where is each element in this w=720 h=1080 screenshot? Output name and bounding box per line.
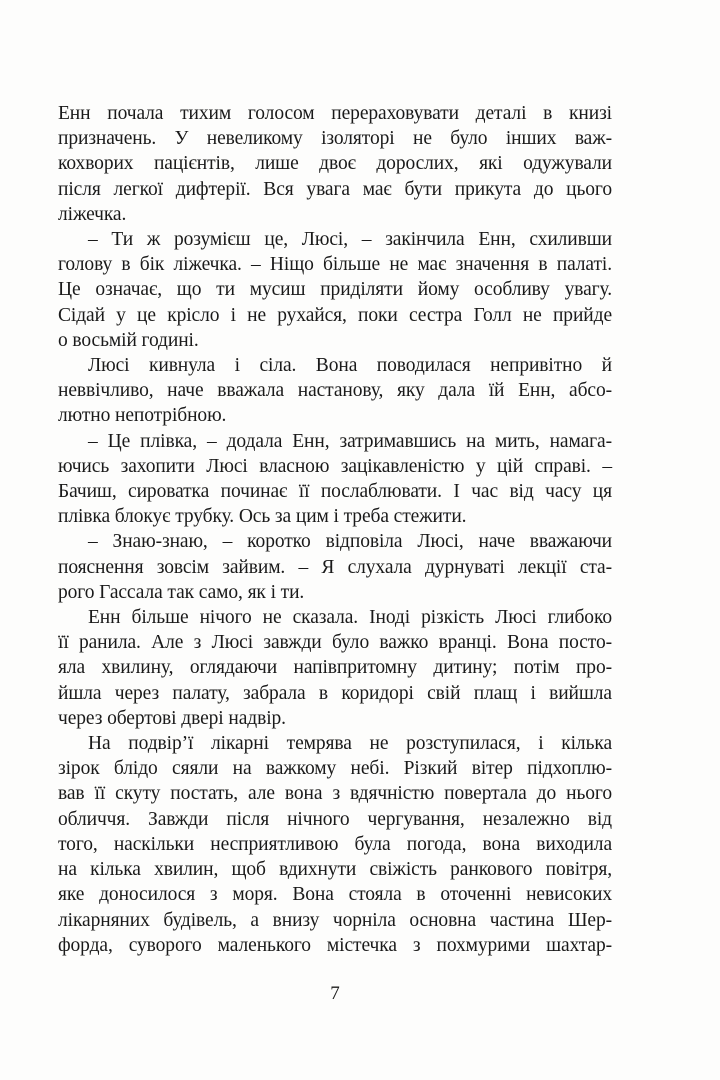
text-line: лютно непотрібною. [58,405,227,427]
text-line: кохворих пацієнтів, лише двоє дорослих, які одужували [58,153,612,175]
text-line: після легкої дифтерії. Вся увага має бути прикута до цього [58,178,612,200]
text-line: плівка блокує трубку. Ось за цим і треба стежити. [58,506,467,528]
text-line: Люсі кивнула і сіла. Вона поводилася непривітно й [88,355,612,377]
paragraph [58,227,612,353]
text-line: Сідай у це крісло і не рухайся, поки сестра Голл не прийде [58,304,612,326]
text-line: йшла через палату, забрала в коридорі свій плащ і вийшла [58,682,612,704]
text-line: о восьмій годині. [58,329,199,351]
paragraph [58,101,612,227]
page-text [58,101,612,958]
text-line: – Ти ж розумієш це, Люсі, – закінчила Енн, схиливши [88,229,612,251]
paragraph [58,429,612,530]
page-number: 7 [330,983,340,1004]
text-line: Енн почала тихим голосом перераховувати деталі в книзі [58,103,612,124]
text-line: На подвір’ї лікарні темрява не розступилася, і кілька [88,733,612,755]
text-line: призначень. У невеликому ізоляторі не було інших важ- [58,128,612,150]
text-line: зірок блідо сяяли на важкому небі. Різкий вітер підхоплю- [58,758,612,780]
text-line: яке доносилося з моря. Вона стояла в оточенні невисоких [58,884,612,906]
text-line: обличчя. Завжди після нічного чергування, незалежно від [58,808,612,830]
text-line: того, наскільки несприятливою була погода, вона виходила [58,833,612,855]
text-line: голову в бік ліжечка. – Ніщо більше не має значення в палаті. [58,254,612,276]
text-line: – Це плівка, – додала Енн, затримавшись на мить, намага- [88,430,612,452]
text-line: неввічливо, наче вважала настанову, яку дала їй Енн, абсо- [58,380,612,402]
text-line: Енн більше нічого не сказала. Іноді різкість Люсі глибоко [88,607,612,629]
text-line: Бачиш, сироватка починає її послаблювати. І час від часу ця [58,481,612,503]
text-line: рого Гассала так само, як і ти. [58,581,305,603]
text-line: ючись захопити Люсі власною зацікавленістю у цій справі. – [58,455,612,477]
text-line: ліжечка. [58,203,127,225]
paragraph [58,353,612,429]
text-line: через обертові двері надвір. [58,707,286,729]
text-line: яла хвилину, оглядаючи напівпритомну дитину; потім про- [58,657,612,679]
paragraph [58,529,612,605]
text-line: лікарняних будівель, а внизу чорніла основна частина Шер- [58,909,612,931]
text-line: її ранила. Але з Люсі завжди було важко вранці. Вона посто- [58,632,612,654]
text-line: на кілька хвилин, щоб вдихнути свіжість ранкового повітря, [58,859,612,881]
text-line: – Знаю-знаю, – коротко відповіла Люсі, наче вважаючи [88,531,612,553]
text-line: Це означає, що ти мусиш приділяти йому особливу увагу. [58,279,612,301]
text-line: вав її скуту постать, але вона з вдячністю повертала до нього [58,783,612,805]
text-line: пояснення зовсім зайвим. – Я слухала дурнуваті лекції ста- [58,556,612,578]
paragraph [58,731,612,958]
paragraph [58,605,612,731]
text-line: форда, суворого маленького містечка з похмурими шахтар- [58,934,612,956]
